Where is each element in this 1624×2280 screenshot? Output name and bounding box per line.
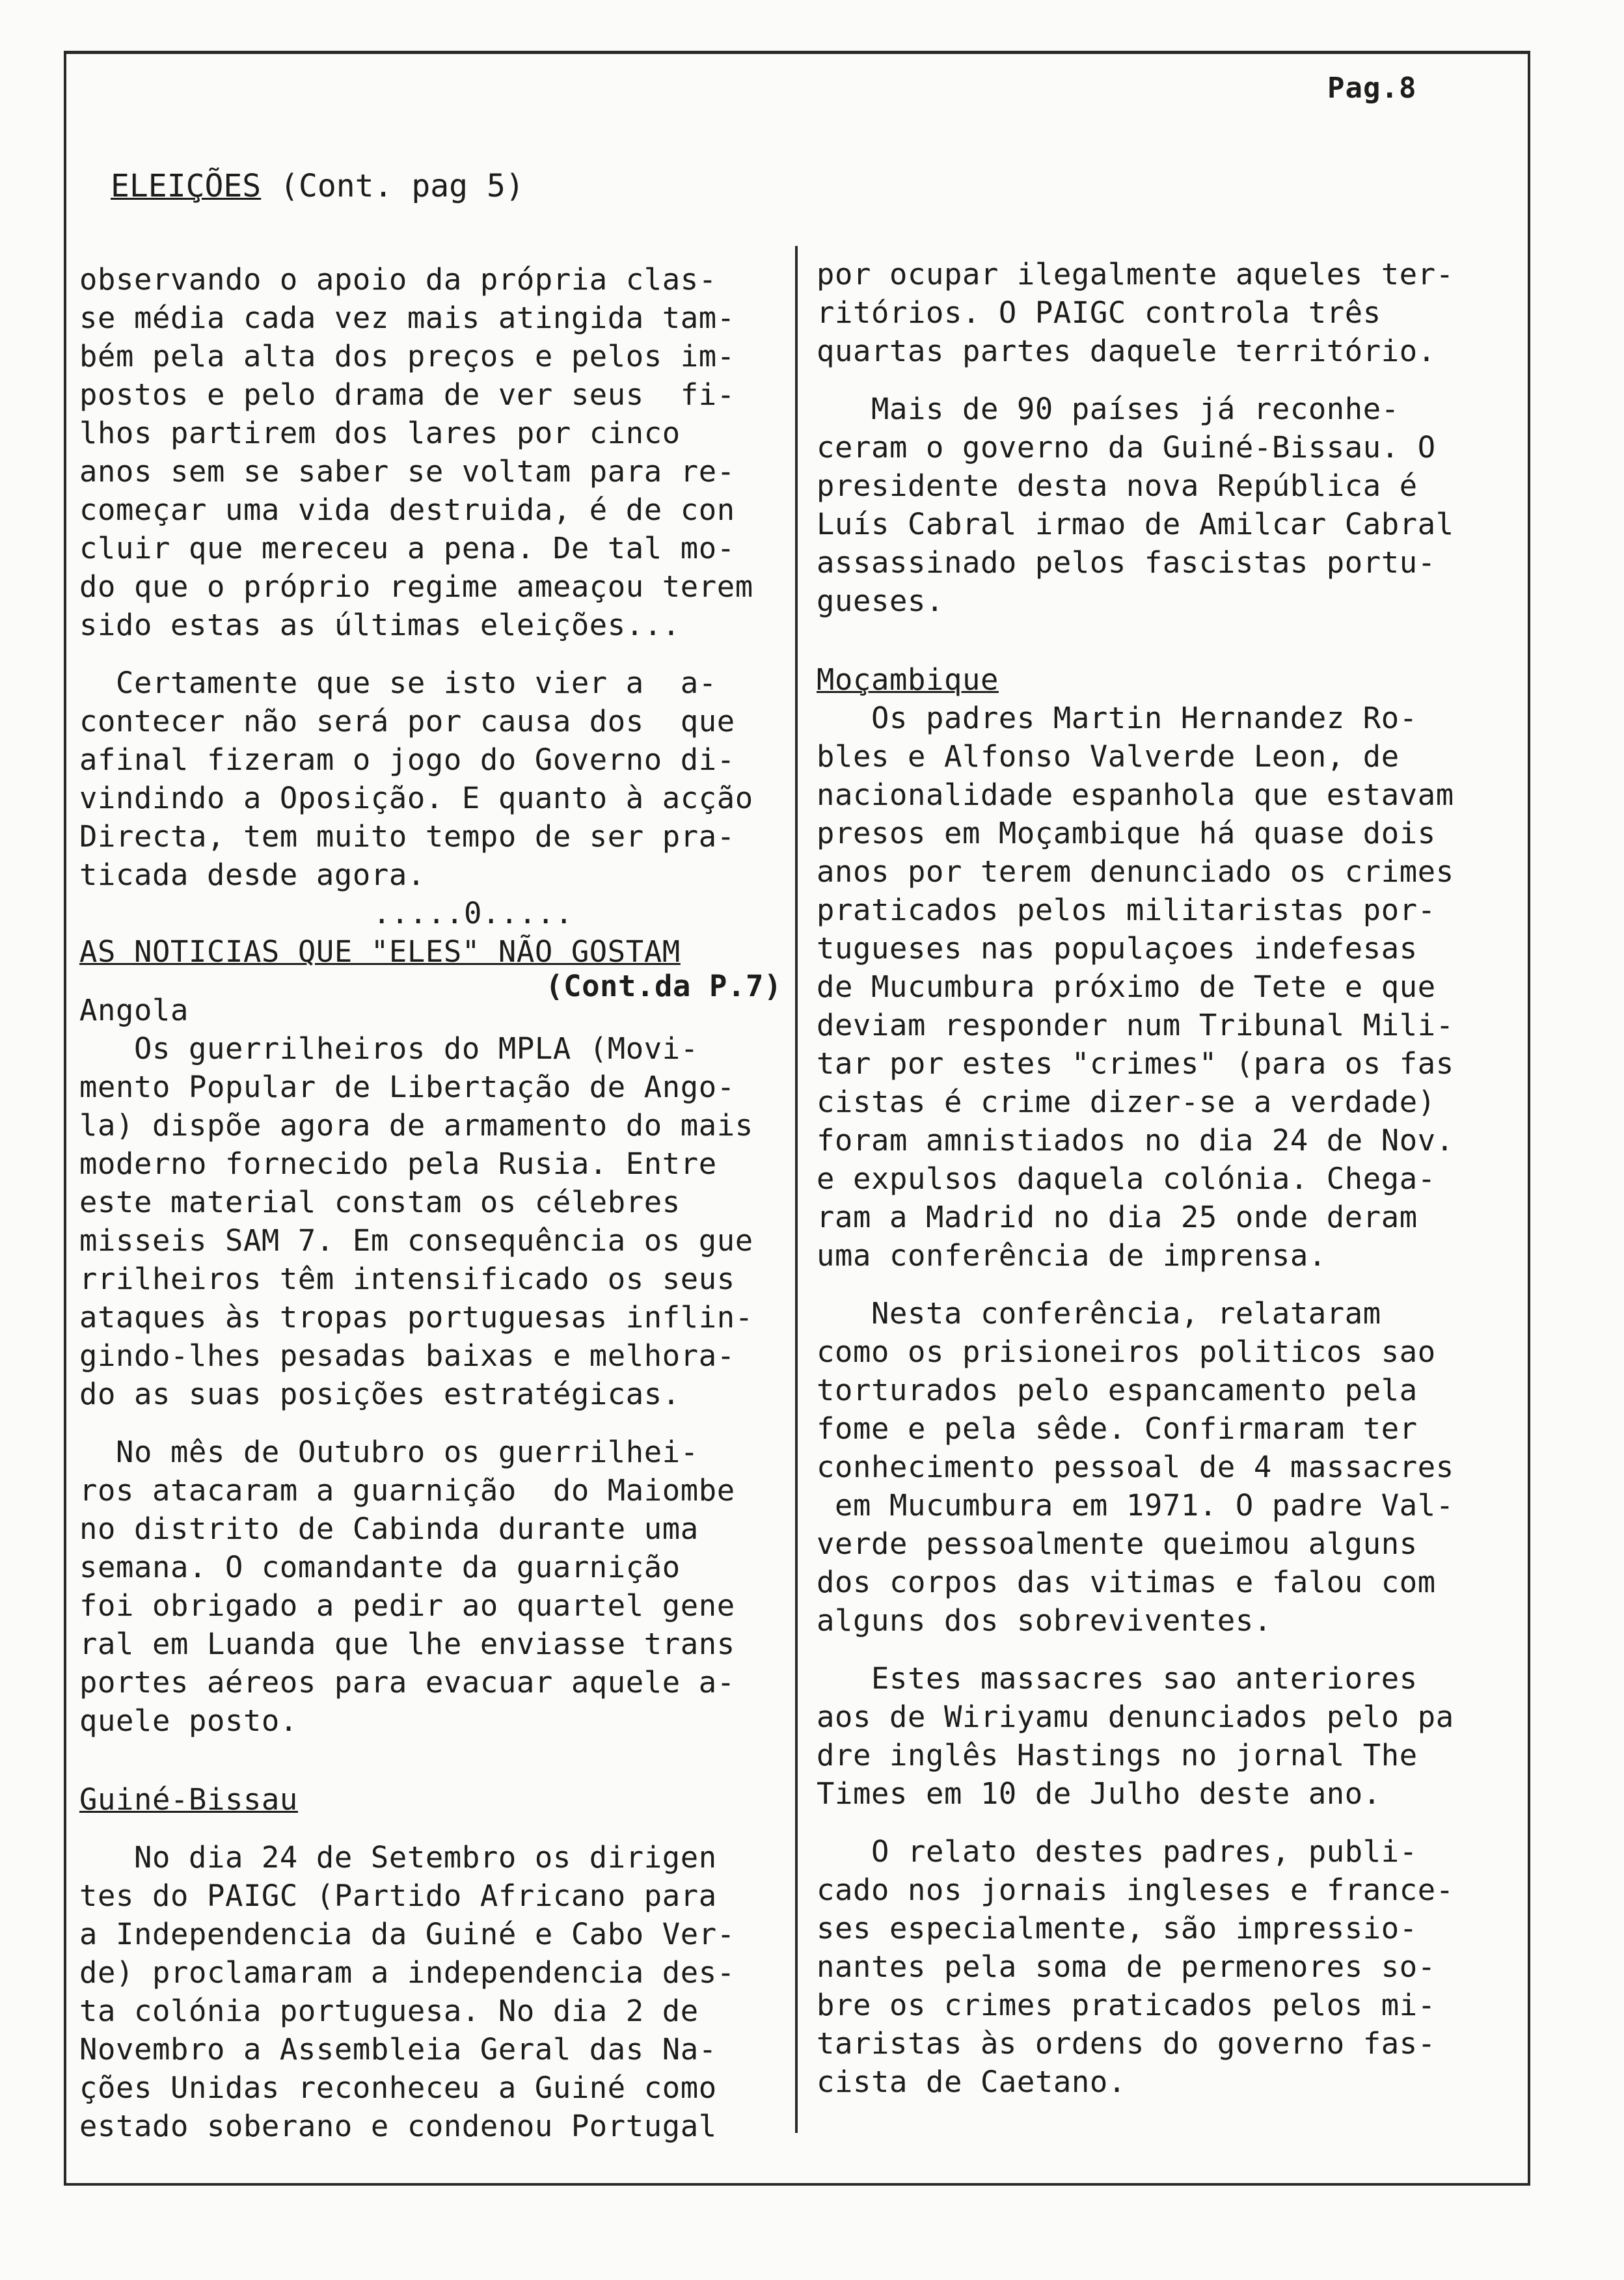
section-heading-news: AS NOTICIAS QUE "ELES" NÃO GOSTAM: [79, 934, 681, 969]
text-line: bém pela alta dos preços e pelos im-: [79, 339, 735, 373]
text-line: ções Unidas reconheceu a Guiné como: [79, 2070, 717, 2105]
text-line: mento Popular de Libertação de Ango-: [79, 1070, 735, 1104]
text-line: presos em Moçambique há quase dois: [817, 816, 1436, 850]
text-line: Certamente que se isto vier a a-: [79, 666, 717, 700]
text-line: em Mucumbura em 1971. O padre Val-: [817, 1488, 1454, 1523]
text-line: verde pessoalmente queimou alguns: [817, 1527, 1418, 1561]
paragraph: [817, 1294, 1522, 1640]
text-line: nantes pela soma de permenores so-: [817, 1949, 1436, 1984]
region-heading-mozambique: Moçambique: [817, 662, 999, 697]
text-line: de) proclamaram a independencia des-: [79, 1955, 735, 1990]
page-number: Pag.8: [1327, 72, 1417, 105]
text-line: sido estas as últimas eleições...: [79, 608, 681, 642]
text-line: ros atacaram a guarnição do Maiombe: [79, 1473, 735, 1508]
text-line: afinal fizeram o jogo do Governo di-: [79, 742, 735, 777]
text-line: gindo-lhes pesadas baixas e melhora-: [79, 1338, 735, 1373]
text-line: ticada desde agora.: [79, 858, 426, 892]
text-line: bles e Alfonso Valverde Leon, de: [817, 739, 1400, 774]
column-divider: [795, 246, 798, 2133]
left-column: [79, 260, 789, 2145]
paragraph: [817, 699, 1522, 1275]
text-line: Mais de 90 países já reconhe-: [817, 392, 1400, 426]
text-line: taristas às ordens do governo fas-: [817, 2026, 1436, 2061]
text-line: Os guerrilheiros do MPLA (Movi-: [79, 1031, 699, 1066]
text-line: tar por estes "crimes" (para os fas: [817, 1046, 1454, 1081]
article-title: [111, 168, 524, 204]
right-column: [817, 255, 1522, 2101]
text-line: rrilheiros têm intensificado os seus: [79, 1262, 735, 1296]
text-line: No dia 24 de Setembro os dirigen: [79, 1840, 717, 1875]
text-line: se média cada vez mais atingida tam-: [79, 301, 735, 335]
text-line: vindindo a Oposição. E quanto à acção: [79, 781, 753, 815]
text-line: Luís Cabral irmao de Amilcar Cabral: [817, 507, 1454, 541]
title-continuation: (Cont. pag 5): [261, 168, 524, 204]
text-line: quele posto.: [79, 1703, 298, 1738]
text-line: O relato destes padres, publi-: [817, 1834, 1418, 1869]
text-line: como os prisioneiros politicos sao: [817, 1335, 1436, 1369]
paragraph: [817, 390, 1522, 620]
paragraph: [79, 260, 789, 644]
text-line: Novembro a Assembleia Geral das Na-: [79, 2032, 717, 2067]
text-line: cistas é crime dizer-se a verdade): [817, 1085, 1436, 1119]
text-line: começar uma vida destruida, é de con: [79, 493, 735, 527]
text-line: anos por terem denunciado os crimes: [817, 854, 1454, 889]
text-line: do que o próprio regime ameaçou terem: [79, 569, 753, 604]
text-line: Directa, tem muito tempo de ser pra-: [79, 819, 735, 854]
text-line: cista de Caetano.: [817, 2065, 1126, 2099]
paragraph: [79, 1029, 789, 1413]
text-line: nacionalidade espanhola que estavam: [817, 778, 1454, 812]
text-line: de Mucumbura próximo de Tete e que: [817, 970, 1436, 1004]
paragraph: [79, 1433, 789, 1740]
region-heading-angola: Angola: [79, 993, 189, 1027]
text-line: e expulsos daquela colónia. Chega-: [817, 1161, 1436, 1196]
text-line: lhos partirem dos lares por cinco: [79, 416, 681, 450]
text-line: Estes massacres sao anteriores: [817, 1661, 1418, 1696]
paragraph: [79, 664, 789, 894]
text-line: ram a Madrid no dia 25 onde deram: [817, 1200, 1418, 1234]
text-line: Os padres Martin Hernandez Ro-: [817, 701, 1418, 735]
text-line: aos de Wiriyamu denunciados pelo pa: [817, 1700, 1454, 1734]
text-line: quartas partes daquele território.: [817, 334, 1436, 368]
text-line: deviam responder num Tribunal Mili-: [817, 1008, 1454, 1042]
text-line: assassinado pelos fascistas portu-: [817, 545, 1436, 580]
paragraph: [817, 1832, 1522, 2101]
text-line: praticados pelos militaristas por-: [817, 893, 1436, 927]
text-line: anos sem se saber se voltam para re-: [79, 454, 735, 489]
section-separator: .....0.....: [373, 896, 573, 930]
text-line: do as suas posições estratégicas.: [79, 1377, 681, 1411]
text-line: alguns dos sobreviventes.: [817, 1603, 1272, 1638]
text-line: ataques às tropas portuguesas inflin-: [79, 1300, 753, 1335]
text-line: uma conferência de imprensa.: [817, 1238, 1327, 1273]
text-line: gueses.: [817, 584, 944, 618]
text-line: no distrito de Cabinda durante uma: [79, 1512, 699, 1546]
text-line: postos e pelo drama de ver seus fi-: [79, 377, 735, 412]
paragraph: [79, 1838, 789, 2145]
text-line: este material constam os célebres: [79, 1185, 681, 1219]
text-line: ta colónia portuguesa. No dia 2 de: [79, 1994, 699, 2028]
text-line: observando o apoio da própria clas-: [79, 262, 717, 297]
text-line: foi obrigado a pedir ao quartel gene: [79, 1588, 735, 1623]
text-line: Times em 10 de Julho deste ano.: [817, 1776, 1381, 1811]
text-line: la) dispõe agora de armamento do mais: [79, 1108, 753, 1143]
text-line: ceram o governo da Guiné-Bissau. O: [817, 430, 1436, 465]
text-line: ses especialmente, são impressio-: [817, 1911, 1418, 1946]
text-line: bre os crimes praticados pelos mi-: [817, 1988, 1436, 2022]
text-line: dre inglês Hastings no jornal The: [817, 1738, 1418, 1772]
text-line: tes do PAIGC (Partido Africano para: [79, 1879, 717, 1913]
text-line: ral em Luanda que lhe enviasse trans: [79, 1627, 735, 1661]
paragraph: [817, 255, 1522, 370]
text-line: cado nos jornais ingleses e france-: [817, 1873, 1454, 1907]
paragraph: [817, 1659, 1522, 1813]
text-line: torturados pelo espancamento pela: [817, 1373, 1418, 1407]
text-line: estado soberano e condenou Portugal: [79, 2109, 717, 2143]
text-line: cluir que mereceu a pena. De tal mo-: [79, 531, 735, 565]
text-line: tugueses nas populaçoes indefesas: [817, 931, 1418, 966]
text-line: Nesta conferência, relataram: [817, 1296, 1381, 1331]
text-line: portes aéreos para evacuar aquele a-: [79, 1665, 735, 1700]
text-line: por ocupar ilegalmente aqueles ter-: [817, 257, 1454, 292]
text-line: contecer não será por causa dos que: [79, 704, 735, 739]
text-line: conhecimento pessoal de 4 massacres: [817, 1450, 1454, 1484]
text-line: semana. O comandante da guarnição: [79, 1550, 681, 1584]
text-line: a Independencia da Guiné e Cabo Ver-: [79, 1917, 735, 1951]
title-underlined: ELEIÇÕES: [111, 168, 262, 204]
continuation-note: (Cont.da P.7): [545, 969, 782, 1003]
text-line: foram amnistiados no dia 24 de Nov.: [817, 1123, 1454, 1158]
text-line: dos corpos das vitimas e falou com: [817, 1565, 1436, 1599]
region-heading-guine: Guiné-Bissau: [79, 1782, 298, 1817]
text-line: fome e pela sêde. Confirmaram ter: [817, 1411, 1418, 1446]
text-line: misseis SAM 7. Em consequência os gue: [79, 1223, 753, 1258]
text-line: ritórios. O PAIGC controla três: [817, 295, 1381, 330]
text-line: presidente desta nova República é: [817, 468, 1418, 503]
text-line: No mês de Outubro os guerrilhei-: [79, 1435, 699, 1469]
text-line: moderno fornecido pela Rusia. Entre: [79, 1147, 717, 1181]
